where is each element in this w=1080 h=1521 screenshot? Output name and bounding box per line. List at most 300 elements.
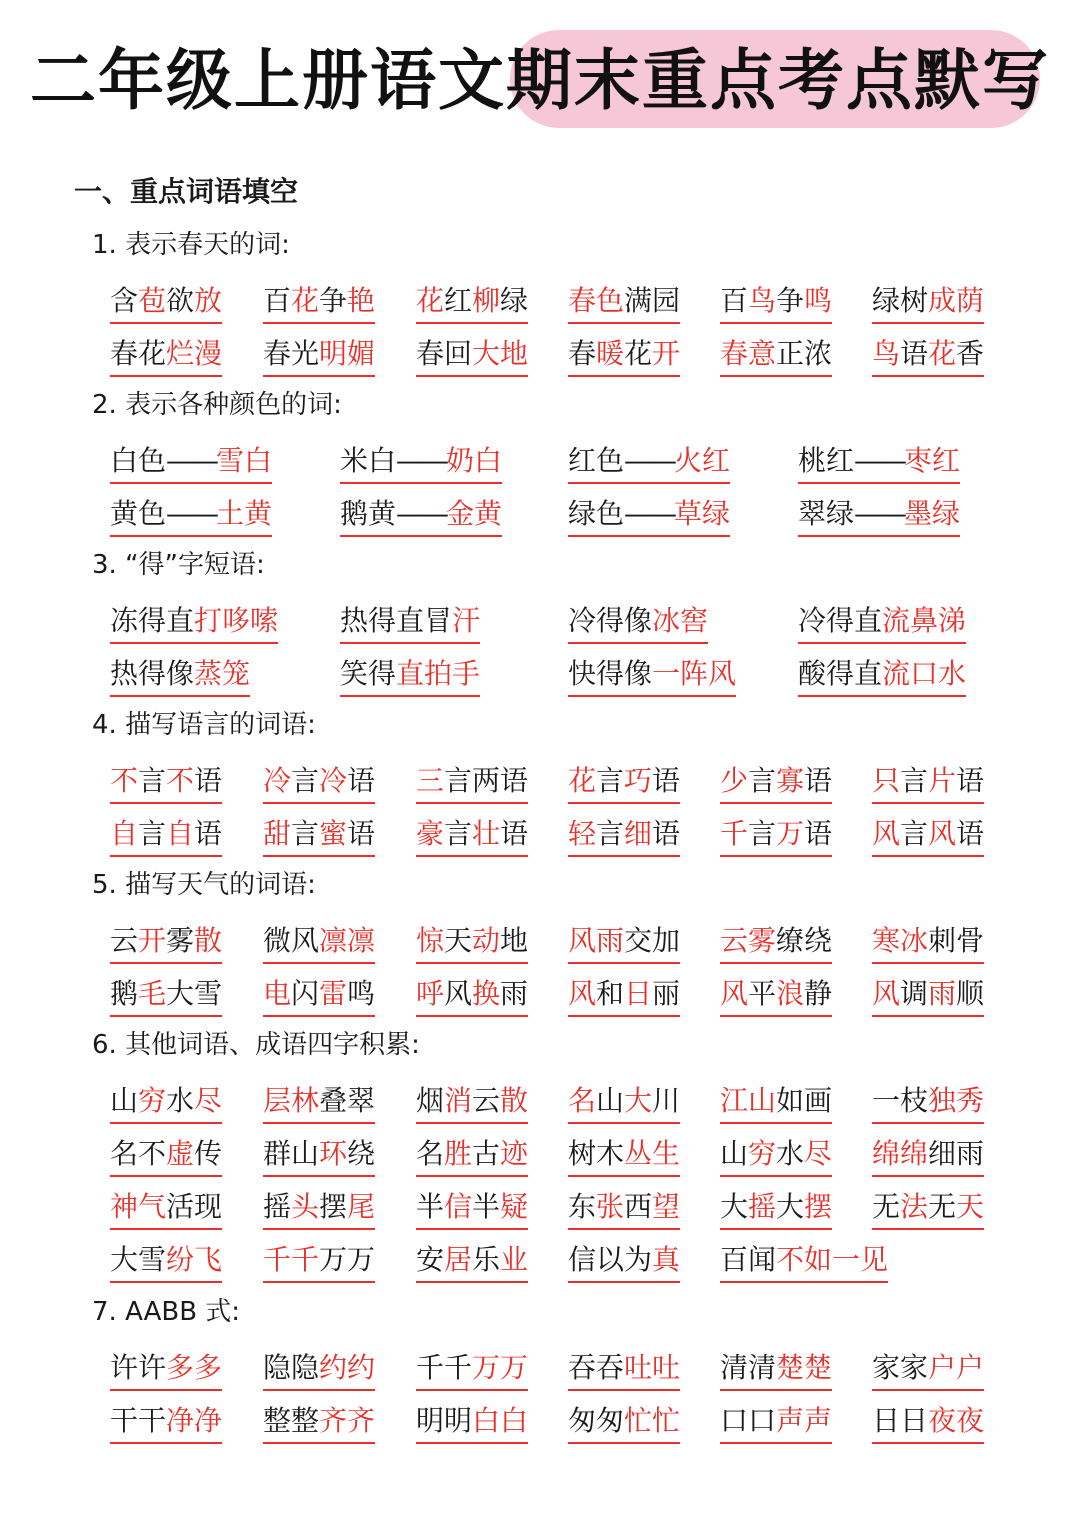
given-text: 言 <box>900 817 929 850</box>
given-text: 干干 <box>110 1404 167 1437</box>
word-item <box>872 760 984 804</box>
given-text: 无 <box>872 1190 901 1223</box>
word-item <box>416 920 528 964</box>
answer-text: 轻 <box>568 817 597 850</box>
answer-text: 风 <box>568 977 597 1010</box>
answer-text: 花 <box>416 284 445 317</box>
word-item <box>568 973 680 1017</box>
word-item <box>568 1080 680 1124</box>
given-text: 古 <box>472 1137 501 1170</box>
answer-text: 疑 <box>500 1190 529 1223</box>
answer-text: 风 <box>928 817 957 850</box>
category-label: 1. 表示春天的词: <box>92 230 290 260</box>
answer-text: 火红 <box>674 444 731 477</box>
word-item <box>340 600 480 644</box>
answer-text: 惊 <box>416 924 445 957</box>
word-item <box>416 1239 528 1283</box>
answer-text: 风雨 <box>568 924 625 957</box>
answer-text: 一阵风 <box>652 657 737 690</box>
word-item <box>110 333 222 377</box>
word-item <box>263 280 375 324</box>
given-text: 语 <box>956 764 985 797</box>
word-item <box>263 333 375 377</box>
word-item <box>416 813 528 857</box>
word-item <box>263 813 375 857</box>
given-text: 语 <box>956 817 985 850</box>
word-item <box>872 280 984 324</box>
given-text: 交加 <box>624 924 681 957</box>
given-text: 满园 <box>624 284 681 317</box>
given-text: 言 <box>748 764 777 797</box>
given-text: 整整 <box>263 1404 320 1437</box>
given-text: 百 <box>720 284 749 317</box>
answer-text: 凛凛 <box>319 924 376 957</box>
answer-text: 流鼻涕 <box>882 604 967 637</box>
word-item <box>568 280 680 324</box>
answer-text: 花 <box>291 284 320 317</box>
word-item <box>720 1239 888 1283</box>
word-item <box>720 973 832 1017</box>
given-text: 雾 <box>166 924 195 957</box>
given-text: 家家 <box>872 1351 929 1384</box>
given-text: 摆 <box>319 1190 348 1223</box>
word-item <box>263 1347 375 1391</box>
word-item <box>872 813 984 857</box>
answer-text: 大 <box>624 1084 653 1117</box>
given-text: 言 <box>596 764 625 797</box>
word-item <box>568 760 680 804</box>
word-item <box>110 280 222 324</box>
answer-text: 纷飞 <box>166 1243 223 1276</box>
word-item <box>110 493 272 537</box>
word-item <box>110 1347 222 1391</box>
answer-text: 鸣 <box>804 284 833 317</box>
given-text: 鹅黄 <box>340 497 397 530</box>
given-text: 春光 <box>263 337 320 370</box>
word-item <box>340 493 502 537</box>
answer-text: 雨 <box>928 977 957 1010</box>
answer-text: 巧 <box>624 764 653 797</box>
given-text: 缭绕 <box>776 924 833 957</box>
answer-text: 头 <box>291 1190 320 1223</box>
given-text: 语 <box>194 817 223 850</box>
given-text: 白色 <box>110 444 167 477</box>
answer-text: 业 <box>500 1243 529 1276</box>
given-text: 微风 <box>263 924 320 957</box>
answer-text: 寒冰 <box>872 924 929 957</box>
answer-text: 细 <box>624 817 653 850</box>
category-label: 5. 描写天气的词语: <box>92 870 316 900</box>
given-text: 香 <box>956 337 985 370</box>
answer-text: 金黄 <box>446 497 503 530</box>
word-item <box>872 1400 984 1444</box>
given-text: 口口 <box>720 1404 777 1437</box>
given-text: 大 <box>776 1190 805 1223</box>
answer-text: 散 <box>500 1084 529 1117</box>
word-item <box>263 973 375 1017</box>
given-text: 语 <box>804 764 833 797</box>
given-text: 语 <box>652 817 681 850</box>
word-item <box>568 1186 680 1230</box>
given-text: 顺 <box>956 977 985 1010</box>
given-text: 语 <box>500 817 529 850</box>
word-item <box>110 973 222 1017</box>
given-text: 风 <box>444 977 473 1010</box>
answer-text: 烂漫 <box>166 337 223 370</box>
given-text: 山 <box>110 1084 139 1117</box>
answer-text: 望 <box>652 1190 681 1223</box>
given-text: 如画 <box>776 1084 833 1117</box>
given-text: 含 <box>110 284 139 317</box>
word-item <box>110 653 250 697</box>
answer-text: 蒸笼 <box>194 657 251 690</box>
given-text: 语 <box>347 764 376 797</box>
given-text: 正浓 <box>776 337 833 370</box>
given-text: 丽 <box>652 977 681 1010</box>
answer-text: 草绿 <box>674 497 731 530</box>
given-text: 传 <box>194 1137 223 1170</box>
answer-text: 忙忙 <box>624 1404 681 1437</box>
word-item <box>263 920 375 964</box>
given-text: 言 <box>748 817 777 850</box>
given-text: 春花 <box>110 337 167 370</box>
answer-text: 流口水 <box>882 657 967 690</box>
word-item <box>340 653 480 697</box>
word-item <box>110 1133 222 1177</box>
given-text: 花 <box>624 337 653 370</box>
answer-text: 真 <box>652 1243 681 1276</box>
word-item <box>416 760 528 804</box>
word-item <box>720 280 832 324</box>
answer-text: 绵绵 <box>872 1137 929 1170</box>
given-text: 米白 <box>340 444 397 477</box>
given-text: 笑得 <box>340 657 397 690</box>
answer-text: 摆 <box>804 1190 833 1223</box>
given-text: 活现 <box>166 1190 223 1223</box>
given-text: 翠绿 <box>798 497 855 530</box>
given-text: 安 <box>416 1243 445 1276</box>
word-item <box>568 600 708 644</box>
dash-separator: —— <box>166 497 217 530</box>
answer-text: 枣红 <box>904 444 961 477</box>
answer-text: 尽 <box>804 1137 833 1170</box>
dash-separator: —— <box>624 444 675 477</box>
answer-text: 名 <box>568 1084 597 1117</box>
given-text: 静 <box>804 977 833 1010</box>
word-item <box>263 1186 375 1230</box>
word-item <box>798 440 960 484</box>
answer-text: 江山 <box>720 1084 777 1117</box>
answer-text: 豪 <box>416 817 445 850</box>
answer-text: 花 <box>568 764 597 797</box>
word-item <box>263 1239 375 1283</box>
answer-text: 放 <box>194 284 223 317</box>
word-item <box>568 920 680 964</box>
word-item <box>416 1347 528 1391</box>
word-item <box>720 1186 832 1230</box>
answer-text: 换 <box>472 977 501 1010</box>
given-text: 热得直冒 <box>340 604 453 637</box>
given-text: 语 <box>347 817 376 850</box>
given-text: 言两语 <box>444 764 529 797</box>
word-item <box>568 333 680 377</box>
word-item <box>568 440 730 484</box>
answer-text: 独秀 <box>928 1084 985 1117</box>
answer-text: 苞 <box>138 284 167 317</box>
category-label: 6. 其他词语、成语四字积累: <box>92 1030 420 1060</box>
answer-text: 居 <box>444 1243 473 1276</box>
answer-text: 开 <box>652 337 681 370</box>
answer-text: 千 <box>720 817 749 850</box>
word-item <box>110 760 222 804</box>
dash-separator: —— <box>854 497 905 530</box>
given-text: 言 <box>291 817 320 850</box>
given-text: 半 <box>472 1190 501 1223</box>
given-text: 鹅 <box>110 977 139 1010</box>
answer-text: 声声 <box>776 1404 833 1437</box>
given-text: 大 <box>720 1190 749 1223</box>
given-text: 争 <box>319 284 348 317</box>
given-text: 百闻 <box>720 1243 777 1276</box>
word-item <box>872 1347 984 1391</box>
given-text: 吞吞 <box>568 1351 625 1384</box>
word-item <box>340 440 502 484</box>
answer-text: 大地 <box>472 337 529 370</box>
given-text: 冷得像 <box>568 604 653 637</box>
answer-text: 云雾 <box>720 924 777 957</box>
given-text: 地 <box>500 924 529 957</box>
word-item <box>720 920 832 964</box>
given-text: 快得像 <box>568 657 653 690</box>
given-text: 鸣 <box>347 977 376 1010</box>
given-text: 半 <box>416 1190 445 1223</box>
given-text: 清清 <box>720 1351 777 1384</box>
dash-separator: —— <box>396 497 447 530</box>
page-title: 二年级上册语文期末重点考点默写 <box>30 42 1050 119</box>
given-text: 言 <box>138 764 167 797</box>
answer-text: 齐齐 <box>319 1404 376 1437</box>
answer-text: 土黄 <box>216 497 273 530</box>
answer-text: 吐吐 <box>624 1351 681 1384</box>
given-text: 言 <box>138 817 167 850</box>
answer-text: 层林 <box>263 1084 320 1117</box>
given-text: 西 <box>624 1190 653 1223</box>
answer-text: 片 <box>928 764 957 797</box>
answer-text: 冰窖 <box>652 604 709 637</box>
answer-text: 约约 <box>319 1351 376 1384</box>
answer-text: 雪白 <box>216 444 273 477</box>
answer-text: 夜夜 <box>928 1404 985 1437</box>
answer-text: 奶白 <box>446 444 503 477</box>
answer-text: 成荫 <box>928 284 985 317</box>
answer-text: 柳 <box>472 284 501 317</box>
given-text: 千千 <box>416 1351 473 1384</box>
word-item <box>872 1186 984 1230</box>
answer-text: 花 <box>928 337 957 370</box>
word-item <box>720 760 832 804</box>
given-text: 群山 <box>263 1137 320 1170</box>
given-text: 调 <box>900 977 929 1010</box>
word-item <box>872 973 984 1017</box>
dash-separator: —— <box>396 444 447 477</box>
word-item <box>416 1400 528 1444</box>
given-text: 春 <box>568 337 597 370</box>
answer-text: 法 <box>900 1190 929 1223</box>
word-item <box>110 440 272 484</box>
word-item <box>720 1347 832 1391</box>
given-text: 大雪 <box>110 1243 167 1276</box>
word-item <box>872 920 984 964</box>
word-item <box>798 653 966 697</box>
answer-text: 日 <box>624 977 653 1010</box>
given-text: 桃红 <box>798 444 855 477</box>
answer-text: 白白 <box>472 1404 529 1437</box>
answer-text: 少 <box>720 764 749 797</box>
answer-text: 呼 <box>416 977 445 1010</box>
given-text: 绿树 <box>872 284 929 317</box>
given-text: 山 <box>596 1084 625 1117</box>
given-text: 无 <box>928 1190 957 1223</box>
answer-text: 尽 <box>194 1084 223 1117</box>
word-item <box>110 600 278 644</box>
answer-text: 冷 <box>319 764 348 797</box>
word-item <box>872 333 984 377</box>
answer-text: 信 <box>444 1190 473 1223</box>
answer-text: 冷 <box>263 764 292 797</box>
dash-separator: —— <box>624 497 675 530</box>
answer-text: 三 <box>416 764 445 797</box>
word-item <box>416 1186 528 1230</box>
answer-text: 春色 <box>568 284 625 317</box>
given-text: 信以为 <box>568 1243 653 1276</box>
answer-text: 风 <box>872 817 901 850</box>
section-title: 一、重点词语填空 <box>74 175 299 208</box>
category-label: 2. 表示各种颜色的词: <box>92 390 342 420</box>
given-text: 和 <box>596 977 625 1010</box>
answer-text: 只 <box>872 764 901 797</box>
given-text: 黄色 <box>110 497 167 530</box>
answer-text: 风 <box>872 977 901 1010</box>
given-text: 乐 <box>472 1243 501 1276</box>
word-item <box>568 1239 680 1283</box>
answer-text: 开 <box>138 924 167 957</box>
given-text: 明明 <box>416 1404 473 1437</box>
given-text: 川 <box>652 1084 681 1117</box>
answer-text: 消 <box>444 1084 473 1117</box>
answer-text: 天 <box>956 1190 985 1223</box>
answer-text: 万万 <box>472 1351 529 1384</box>
word-item <box>798 600 966 644</box>
given-text: 山 <box>720 1137 749 1170</box>
given-text: 平 <box>748 977 777 1010</box>
given-text: 天 <box>444 924 473 957</box>
given-text: 欲 <box>166 284 195 317</box>
word-item <box>416 333 528 377</box>
given-text: 言 <box>596 817 625 850</box>
answer-text: 雷 <box>319 977 348 1010</box>
answer-text: 万 <box>776 817 805 850</box>
answer-text: 鸟 <box>748 284 777 317</box>
given-text: 树木 <box>568 1137 625 1170</box>
given-text: 水 <box>166 1084 195 1117</box>
given-text: 日日 <box>872 1404 929 1437</box>
word-item <box>568 653 736 697</box>
given-text: 闪 <box>291 977 320 1010</box>
given-text: 语 <box>652 764 681 797</box>
dash-separator: —— <box>854 444 905 477</box>
answer-text: 尾 <box>347 1190 376 1223</box>
given-text: 匆匆 <box>568 1404 625 1437</box>
answer-text: 打哆嗦 <box>194 604 279 637</box>
word-item <box>720 813 832 857</box>
word-item <box>798 493 960 537</box>
word-item <box>720 1133 832 1177</box>
word-item <box>263 1133 375 1177</box>
given-text: 热得像 <box>110 657 195 690</box>
dash-separator: —— <box>166 444 217 477</box>
answer-text: 楚楚 <box>776 1351 833 1384</box>
given-text: 细雨 <box>928 1137 985 1170</box>
given-text: 绕 <box>347 1137 376 1170</box>
answer-text: 张 <box>596 1190 625 1223</box>
answer-text: 迹 <box>500 1137 529 1170</box>
word-item <box>110 920 222 964</box>
word-item <box>416 1080 528 1124</box>
given-text: 酸得直 <box>798 657 883 690</box>
category-label: 3. “得”字短语: <box>92 550 265 580</box>
word-item <box>568 813 680 857</box>
word-item <box>416 1133 528 1177</box>
given-text: 绿色 <box>568 497 625 530</box>
word-item <box>110 1186 222 1230</box>
word-item <box>872 1080 984 1124</box>
answer-text: 春意 <box>720 337 777 370</box>
answer-text: 鸟 <box>872 337 901 370</box>
title-banner <box>0 0 1080 165</box>
word-item <box>110 1080 222 1124</box>
word-item <box>872 1133 984 1177</box>
given-text: 摇 <box>263 1190 292 1223</box>
given-text: 雨 <box>500 977 529 1010</box>
given-text: 云 <box>110 924 139 957</box>
answer-text: 穷 <box>748 1137 777 1170</box>
word-item <box>568 1347 680 1391</box>
given-text: 烟 <box>416 1084 445 1117</box>
given-text: 语 <box>804 817 833 850</box>
word-item <box>263 1080 375 1124</box>
word-item <box>720 333 832 377</box>
answer-text: 虚 <box>166 1137 195 1170</box>
given-text: 争 <box>776 284 805 317</box>
given-text: 一枝 <box>872 1084 929 1117</box>
answer-text: 艳 <box>347 284 376 317</box>
answer-text: 胜 <box>444 1137 473 1170</box>
answer-text: 自 <box>110 817 139 850</box>
given-text: 云 <box>472 1084 501 1117</box>
given-text: 东 <box>568 1190 597 1223</box>
word-item <box>720 1080 832 1124</box>
answer-text: 不如一见 <box>776 1243 889 1276</box>
answer-text: 净净 <box>166 1404 223 1437</box>
answer-text: 浪 <box>776 977 805 1010</box>
answer-text: 神气 <box>110 1190 167 1223</box>
answer-text: 多多 <box>166 1351 223 1384</box>
given-text: 大雪 <box>166 977 223 1010</box>
given-text: 许许 <box>110 1351 167 1384</box>
word-item <box>416 280 528 324</box>
given-text: 百 <box>263 284 292 317</box>
answer-text: 寡 <box>776 764 805 797</box>
